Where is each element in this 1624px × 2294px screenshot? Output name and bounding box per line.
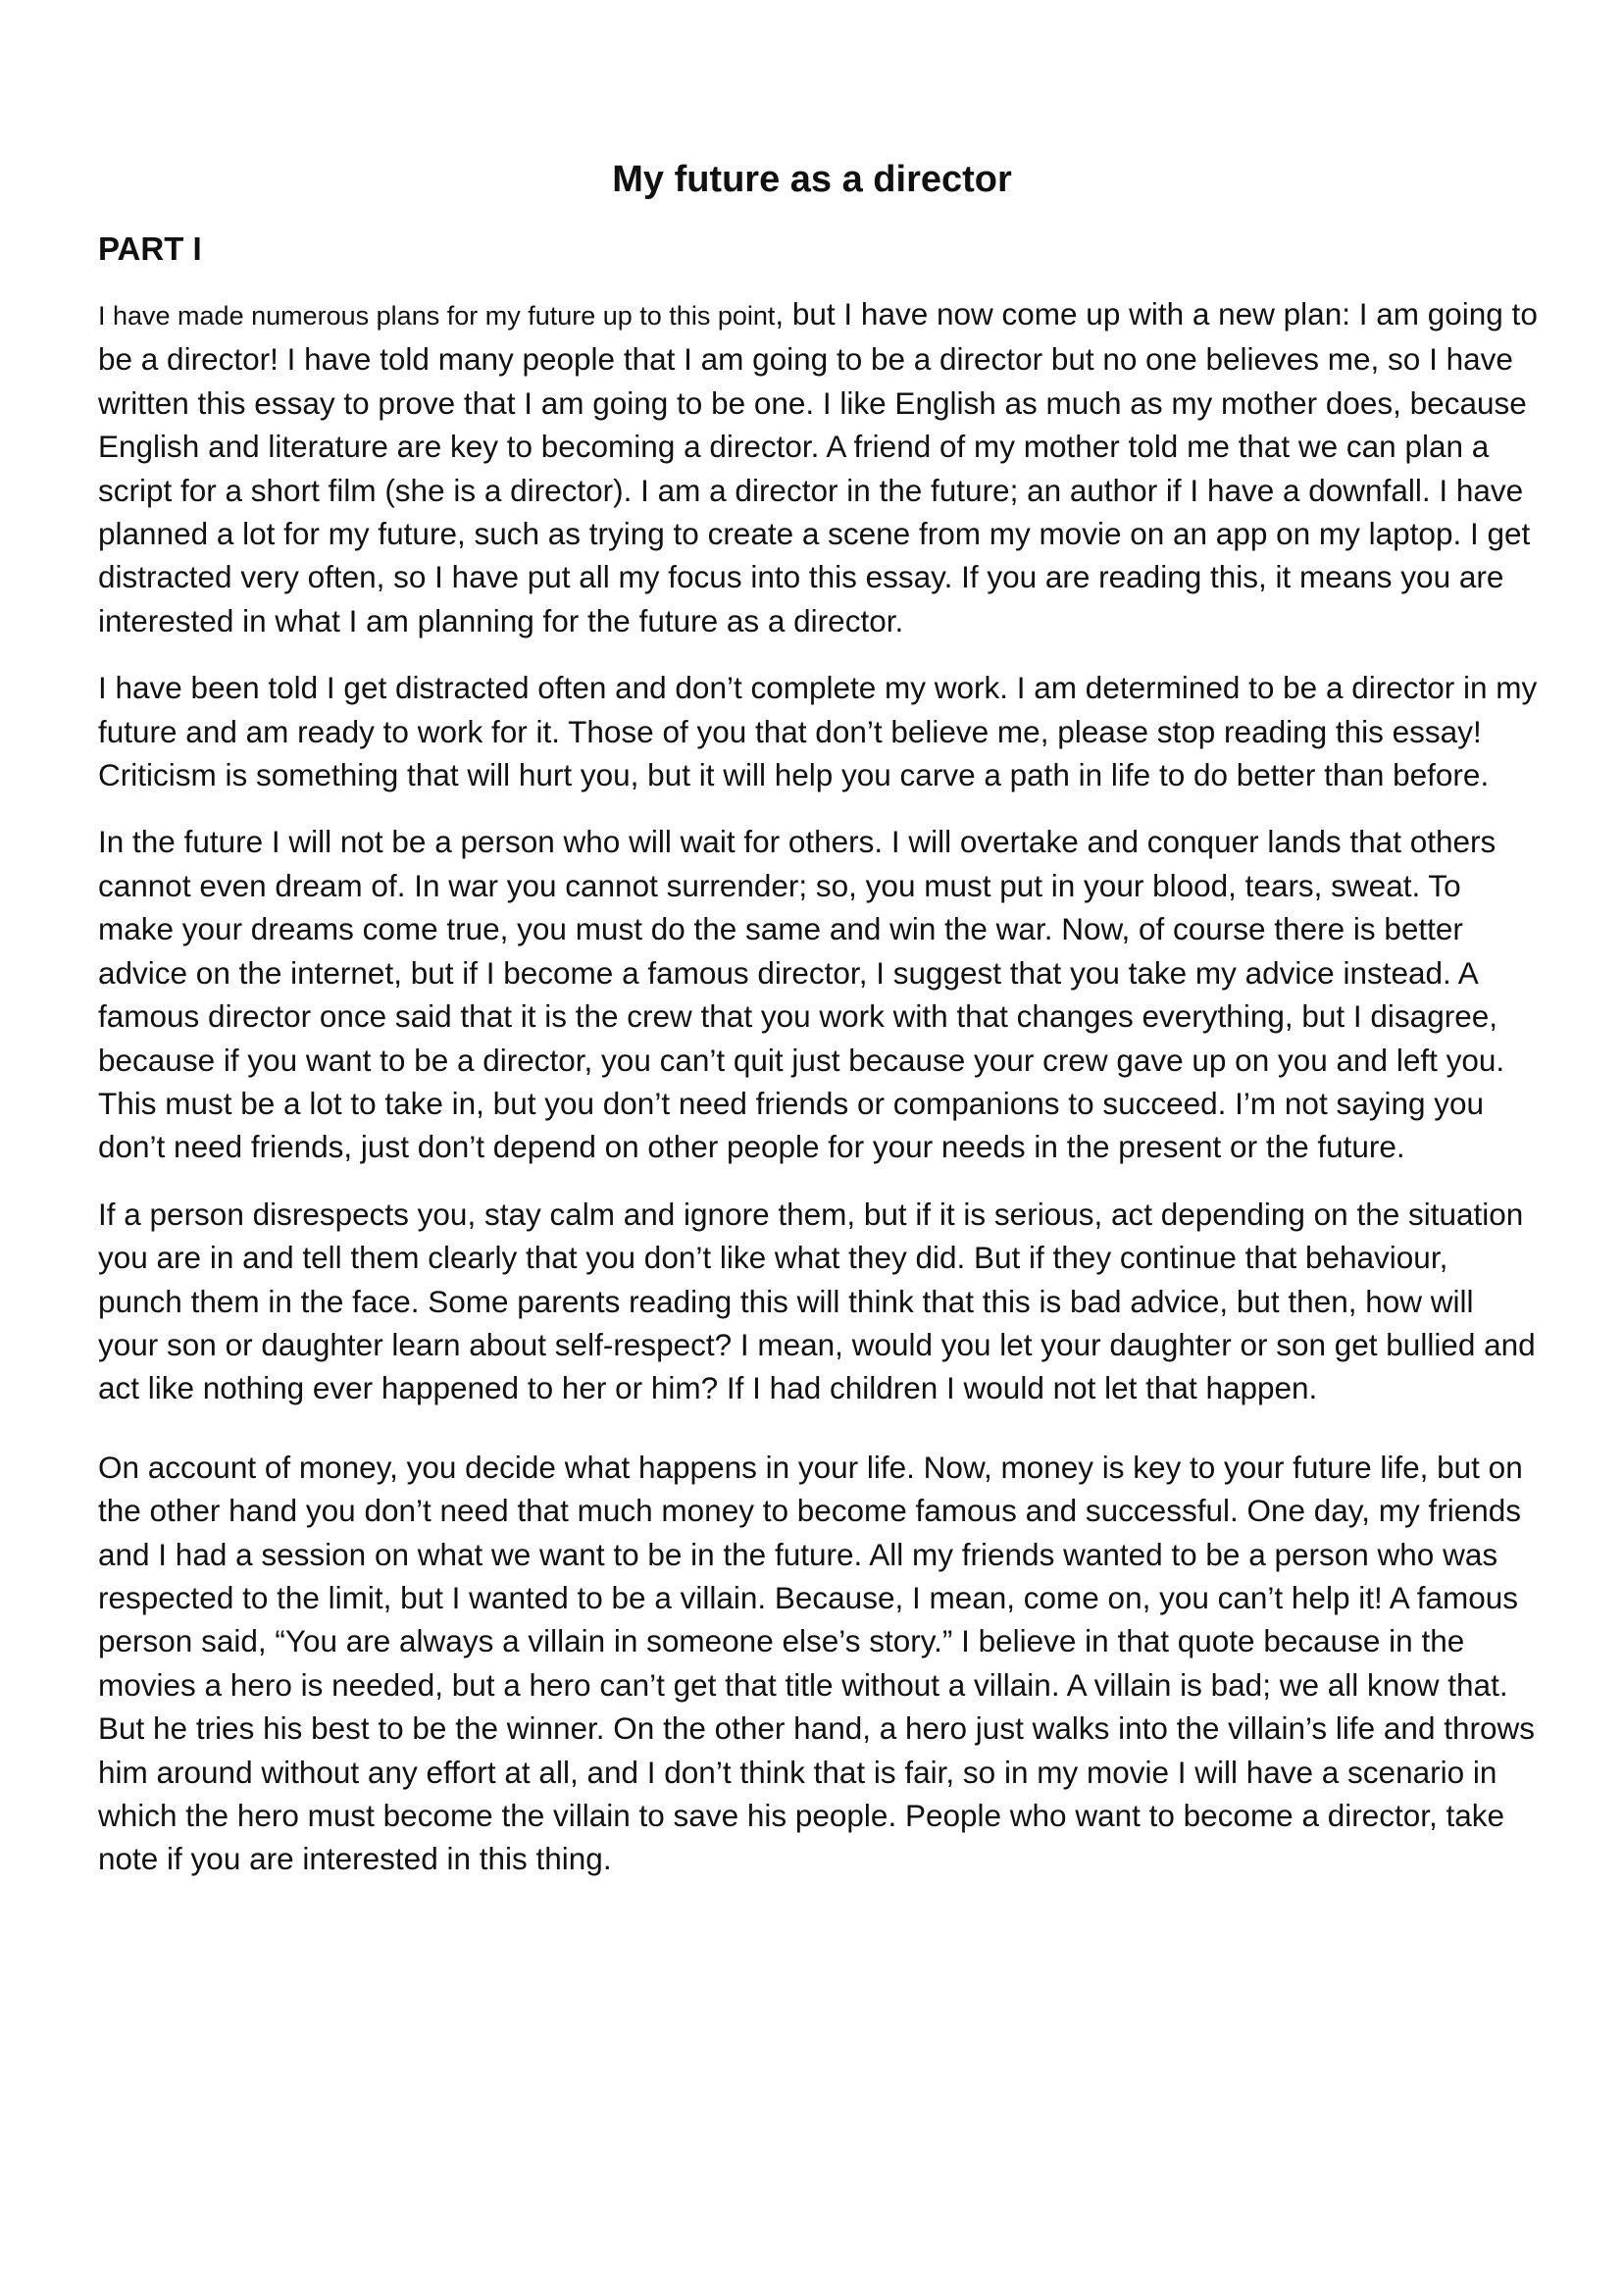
- section-heading: PART I: [98, 230, 202, 267]
- paragraph-1-lead: I have made numerous plans for my future up to this point: [98, 301, 776, 331]
- paragraph-1: [98, 292, 1540, 642]
- paragraph-3: In the future I will not be a person who will wait for others. I will overtake and conquer lands that others cannot even dream of. In war you cannot surrender; so, you must put in your blood, tears, sweat. To make your dreams come true, you must do the same and win the war. Now, of course there is better advice on the internet, but if I become a famous director, I suggest that you take my advice instead. A famous director once said that it is the crew that you work with that changes everything, but I disagree, because if you want to be a director, you can’t quit just because your crew gave up on you and left you. This must be a lot to take in, but you don’t need friends or companions to succeed. I’m not saying you don’t need friends, just don’t depend on other people for your needs in the present or the future.: [98, 824, 1505, 1165]
- paragraph-5: On account of money, you decide what happens in your life. Now, money is key to your future life, but on the other hand you don’t need that much money to become famous and successful. One day, my friends and I had a session on what we want to be in the future. All my friends wanted to be a person who was respected to the limit, but I wanted to be a villain. Because, I mean, come on, you can’t help it! A famous person said, “You are always a villain in someone else’s story.” I believe in that quote because in the movies a hero is needed, but a hero can’t get that title without a villain. A villain is bad; we all know that. But he tries his best to be the winner. On the other hand, a hero just walks into the villain’s life and throws him around without any effort at all, and I don’t think that is fair, so in my movie I will have a scenario in which the hero must become the villain to save his people. People who want to become a director, take note if you are interested in this thing.: [98, 1449, 1535, 1877]
- document-title: My future as a director: [612, 159, 1012, 200]
- paragraph-4: If a person disrespects you, stay calm and ignore them, but if it is serious, act depending on the situation you are in and tell them clearly that you don’t like what they did. But if they continue that behaviour, punch them in the face. Some parents reading this will think that this is bad advice, but then, how will your son or daughter learn about self-respect? I mean, would you let your daughter or son get bullied and act like nothing ever happened to her or him? If I had children I would not let that happen.: [98, 1196, 1536, 1406]
- essay-body: [98, 292, 1540, 1905]
- paragraph-2: I have been told I get distracted often and don’t complete my work. I am determined to be a director in my future and am ready to work for it. Those of you that don’t believe me, please stop reading this essay! Criticism is something that will hurt you, but it will help you carve a path in life to do better than before.: [98, 670, 1538, 793]
- paragraph-1-rest: , but I have now come up with a new plan: I am going to be a director! I have told many people that I am going to be a director but no one believes me, so I have written this essay to prove that I am going to be one. I like English as much as my mother does, because English and literature are key to becoming a director. A friend of my mother told me that we can plan a script for a short film (she is a director). I am a director in the future; an author if I have a downfall. I have planned a lot for my future, such as trying to create a scene from my movie on an app on my laptop. I get distracted very often, so I have put all my focus into this essay. If you are reading this, it means you are interested in what I am planning for the future as a director.: [98, 296, 1538, 638]
